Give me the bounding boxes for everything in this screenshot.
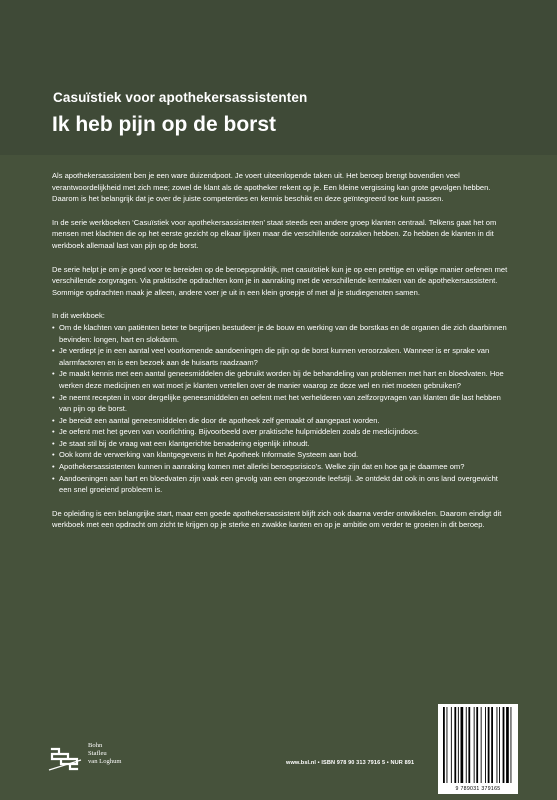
isbn-line: www.bsl.nl • ISBN 978 90 313 7916 5 • NUR 891 [286, 760, 415, 766]
list-item: • Je bereidt een aantal geneesmiddelen die door de apotheek zelf gemaakt of aangepast worden. [52, 415, 512, 427]
barcode [438, 704, 518, 794]
list-item: • Om de klachten van patiënten beter te begrijpen bestudeer je de bouw en werking van de borstkas en de organen die zich daarbinnen bevinden: longen, hart en slokdarm. [52, 322, 512, 345]
barcode-number: 9 789031 379165 [455, 786, 501, 792]
publisher-name-line3: van Loghum [88, 758, 122, 766]
list-heading: In dit werkboek: [52, 311, 105, 321]
list-item: • Je maakt kennis met een aantal geneesmiddelen die gebruikt worden bij de behandeling van problemen met hart en bloedvaten. Hoe werken deze medicijnen en wat moet je klanten vertellen over de manier waarop ze deze wel en niet moeten gebruiken? [52, 368, 512, 391]
publisher-name-line2: Stafleu [88, 750, 107, 758]
list-item: • Je staat stil bij de vraag wat een klantgerichte benadering eigenlijk inhoudt. [52, 438, 512, 450]
intro-paragraph-2: In de serie werkboeken ‘Casuïstiek voor apothekersassistenten’ staat steeds een andere groep klanten centraal. Telkens gaat het om mensen met klachten die op het eerste gezicht op elkaar lijken maar die verschillende oorzaken hebben. Zo hebben de klanten in dit werkboek allemaal last van pijn op de borst. [52, 217, 497, 250]
feature-list [52, 322, 512, 496]
list-item: • Je verdiept je in een aantal veel voorkomende aandoeningen die pijn op de borst kunnen veroorzaken. Wanneer is er sprake van alarmfactoren en is een bezoek aan de huisarts raadzaam? [52, 345, 512, 368]
closing-paragraph: De opleiding is een belangrijke start, maar een goede apothekersassistent blijft zich ook daarna verder ontwikkelen. Daarom eindigt dit werkboek met een opdracht om zicht te krijgen op je sterke en zwakke kanten en op je ambitie om verder te groeien in dit beroep. [52, 508, 502, 530]
series-title: Casuïstiek voor apothekersassistenten [53, 90, 308, 105]
list-item: • Je oefent met het geven van voorlichting. Bijvoorbeeld over praktische hulpmiddelen zoals de medicijndoos. [52, 426, 512, 438]
publisher-name-line1: Bohn [88, 742, 103, 749]
blurb [52, 170, 512, 543]
header-band [0, 0, 557, 155]
publisher-logo [48, 740, 168, 780]
bsl-logo-icon [48, 742, 82, 772]
list-item: • Je neemt recepten in voor dergelijke geneesmiddelen en oefent met het verhelderen van zelfzorgvragen van klanten die last hebben van pijn op de borst. [52, 392, 512, 415]
book-title: Ik heb pijn op de borst [52, 113, 277, 136]
intro-paragraph-3: De serie helpt je om je goed voor te bereiden op de beroepspraktijk, met casuïstiek kun je op een prettige en veilige manier oefenen met verschillende zorgvragen. Via praktische opdrachten kom je in aanraking met de verschillende kerntaken van de apothekersassistent. Sommige opdrachten maak je alleen, andere voer je uit in een klein groepje of met al je studiegenoten samen. [52, 264, 508, 297]
list-item: • Ook komt de verwerking van klantgegevens in het Apotheek Informatie Systeem aan bod. [52, 449, 512, 461]
barcode-icon [440, 707, 516, 785]
list-item: • Apothekersassistenten kunnen in aanraking komen met allerlei beroepsrisico’s. Welke zijn dat en hoe ga je daarmee om? [52, 461, 512, 473]
list-item: • Aandoeningen aan hart en bloedvaten zijn vaak een gevolg van een ongezonde leefstijl. Je ontdekt dat ook in ons land overgewicht een snel groeiend probleem is. [52, 473, 512, 496]
intro-paragraph-1: Als apothekersassistent ben je een ware duizendpoot. Je voert uiteenlopende taken uit. Het beroep brengt bovendien veel verantwoordelijkheid met zich mee; zowel de klant als de apotheker rekent op je. Een kleine vergissing kan grote gevolgen hebben. Daarom is het belangrijk dat je over de juiste competenties en kennis beschikt en deze geïntegreerd toe kunt passen. [52, 171, 491, 204]
